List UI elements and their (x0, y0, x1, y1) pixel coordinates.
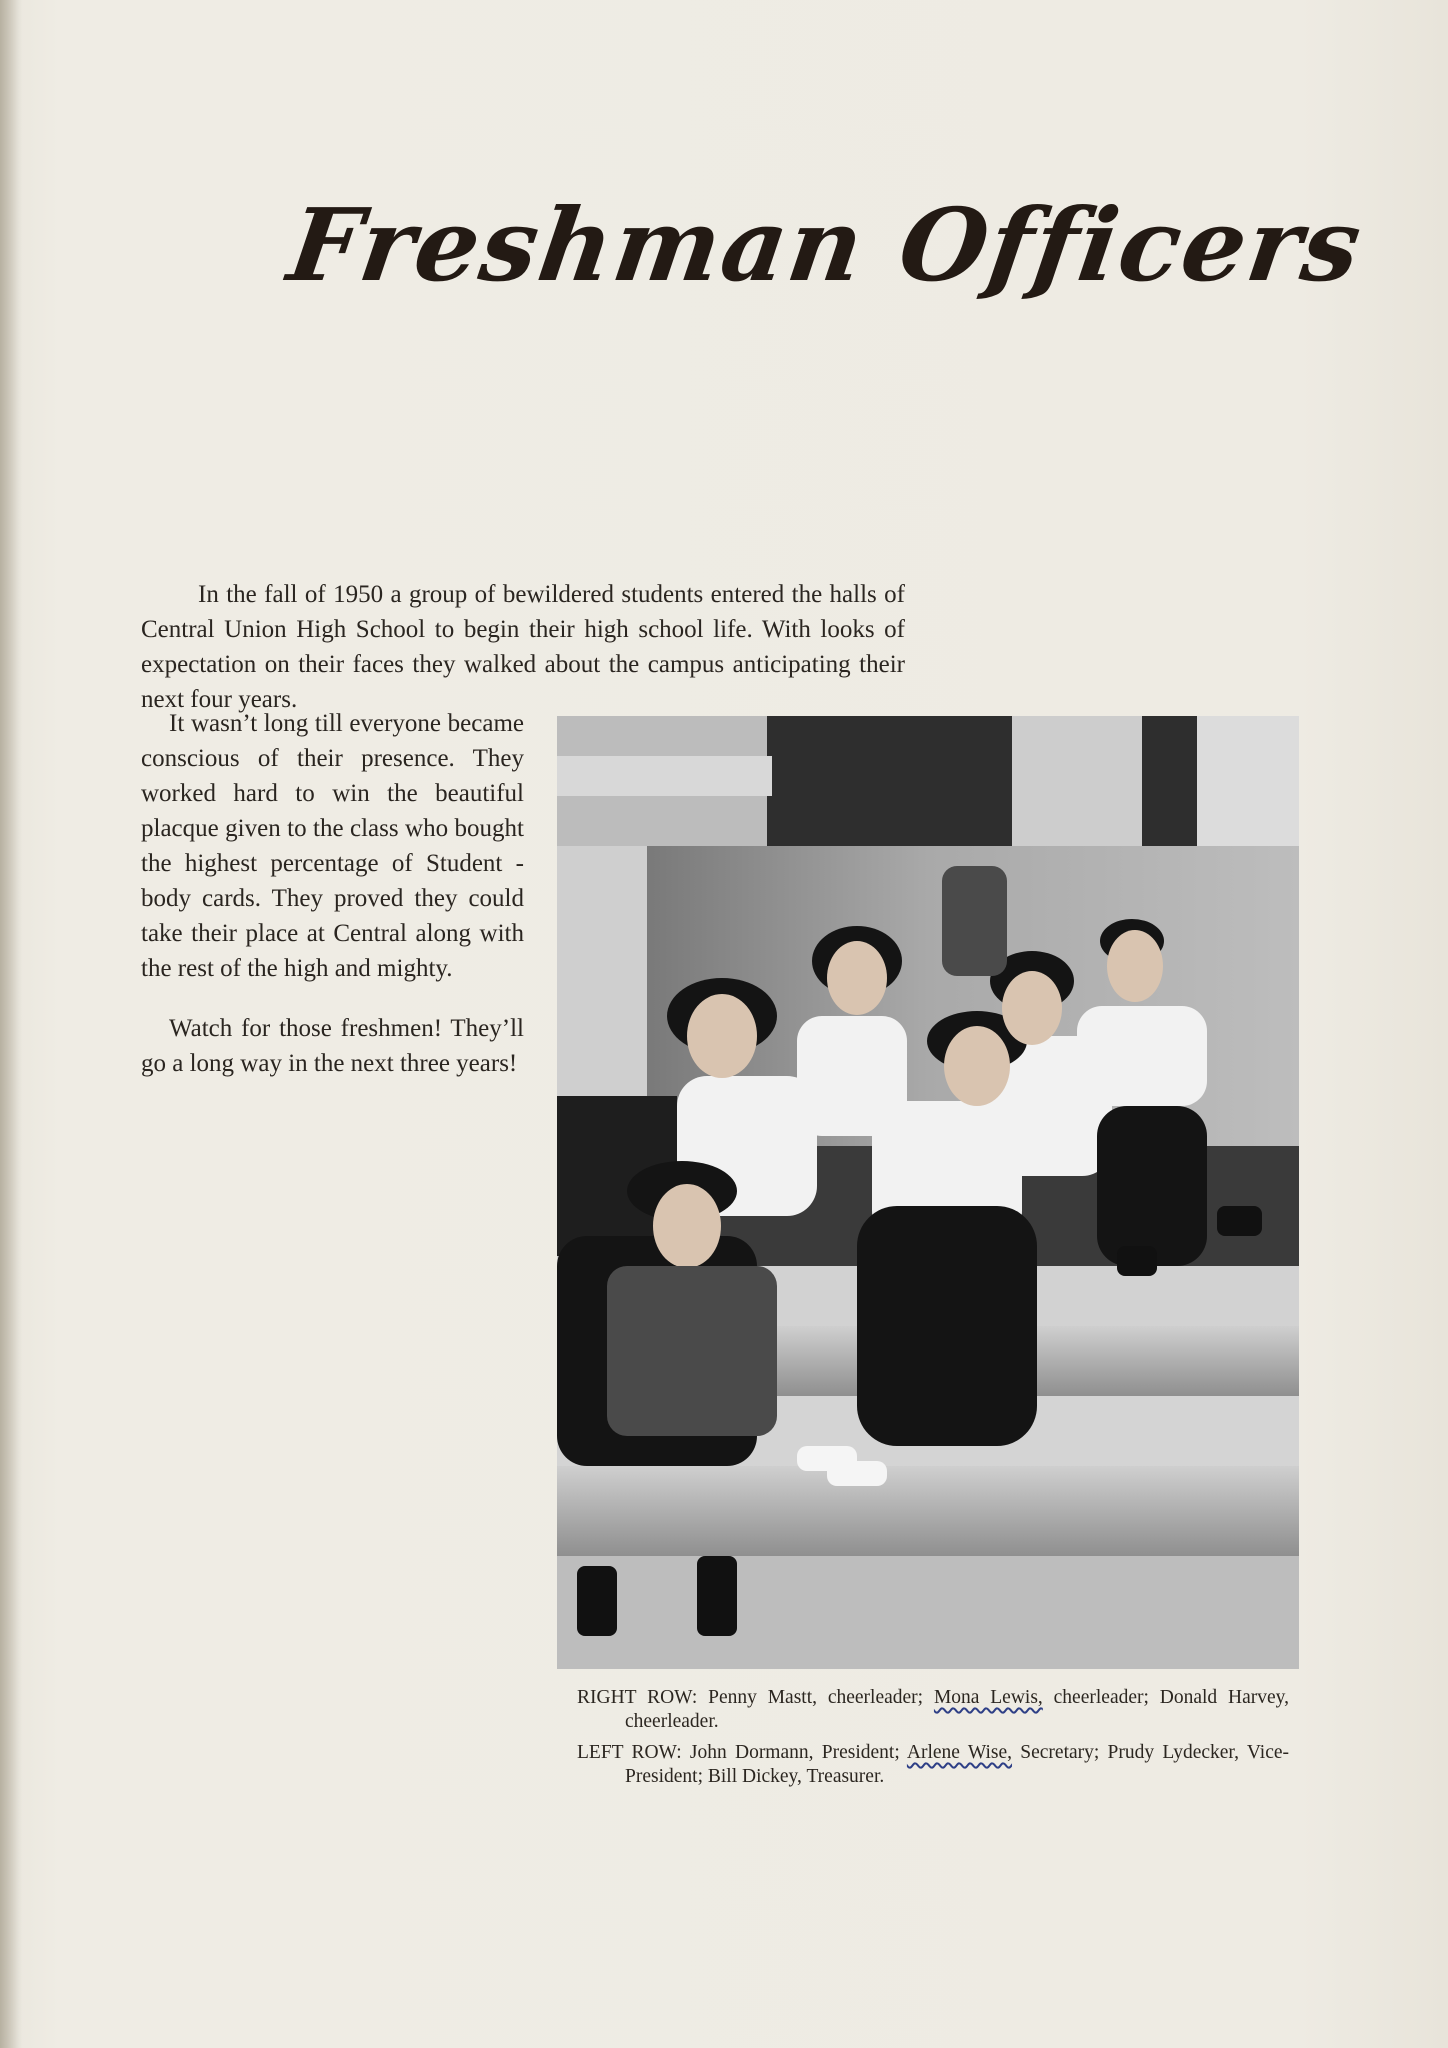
caption-left-row-underlined-name: Arlene Wise, (906, 1742, 1013, 1763)
caption-left-row-label: LEFT ROW: (577, 1742, 682, 1763)
caption-right-row (577, 1686, 1289, 1734)
paragraph-watch-freshmen: Watch for those freshmen! They’ll go a long way in the next three years! (141, 1015, 524, 1077)
photo-caption (577, 1686, 1289, 1796)
group-photo-illustration (557, 716, 1299, 1669)
caption-right-row-text-1: Penny Mastt, cheerleader; (708, 1687, 924, 1708)
caption-right-row-text-2: cheerleader; Donald Harvey, cheerleader. (625, 1687, 1289, 1732)
caption-right-row-underlined-name: Mona Lewis, (933, 1687, 1043, 1708)
page-title: Freshman Officers (281, 186, 1370, 304)
group-photo (557, 716, 1299, 1669)
caption-left-row-text-2: Secretary; Prudy Lydecker, Vice-President; Bill Dickey, Treasurer. (625, 1742, 1290, 1787)
caption-right-row-label: RIGHT ROW: (577, 1687, 698, 1708)
left-text-column (141, 681, 524, 1094)
caption-left-row (577, 1741, 1289, 1789)
intro-paragraph: In the fall of 1950 a group of bewildered students entered the halls of Central Union High School to begin their high school life. With looks of expectation on their faces they walked about the campus anticipating their next four years. (141, 581, 905, 713)
binding-shadow (0, 0, 22, 2048)
paragraph-placque: It wasn’t long till everyone became conscious of their presence. They worked hard to win the beautiful placque given to the class who bought the highest percentage of Student - body cards. They proved they could take their place at Central along with the rest of the high and mighty. (141, 710, 524, 982)
caption-left-row-text-1: John Dormann, President; (689, 1742, 900, 1763)
